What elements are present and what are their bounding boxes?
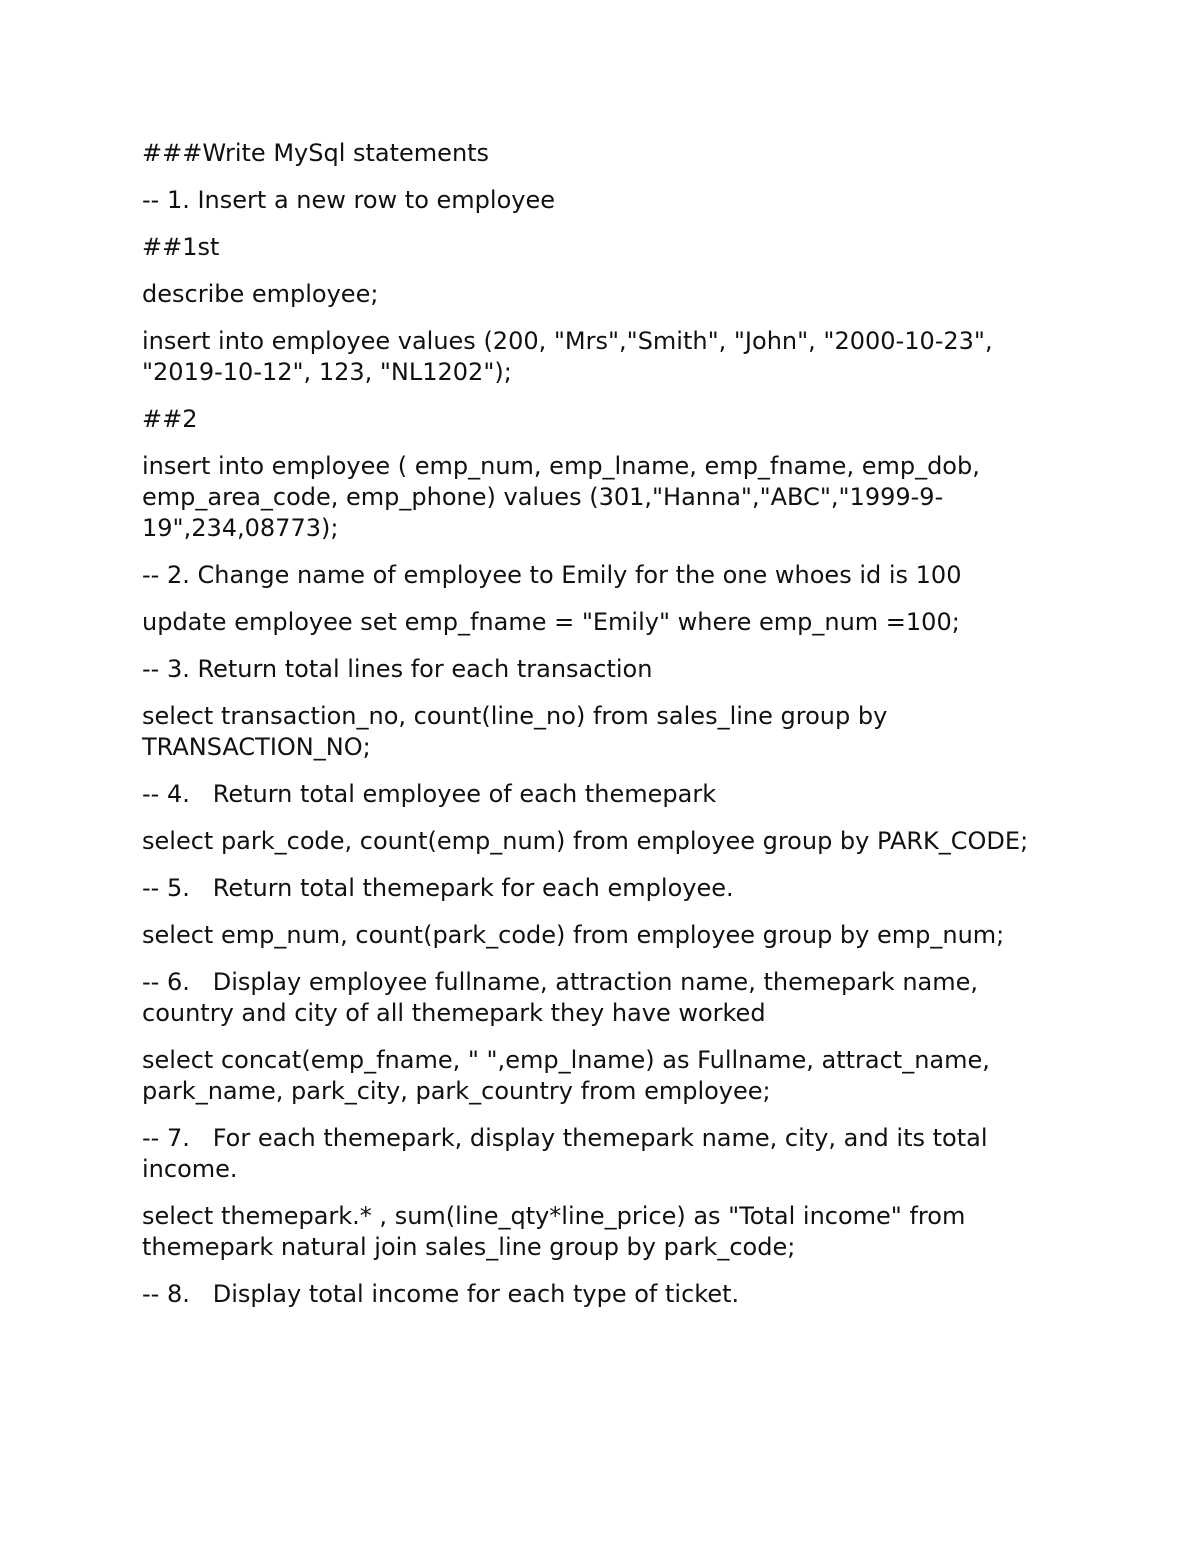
paragraph — [142, 185, 1042, 216]
text-line: select park_code, count(emp_num) from employee group by PARK_CODE; — [142, 827, 1029, 855]
text-line: insert into employee values (200, "Mrs","Smith", "John", "2000-10-23", — [142, 327, 993, 355]
text-line: describe employee; — [142, 280, 379, 308]
text-line: park_name, park_city, park_country from employee; — [142, 1077, 771, 1105]
text-line: insert into employee ( emp_num, emp_lname, emp_fname, emp_dob, — [142, 452, 980, 480]
paragraph — [142, 560, 1042, 591]
paragraph — [142, 873, 1042, 904]
paragraph — [142, 326, 1042, 388]
text-line: update employee set emp_fname = "Emily" where emp_num =100; — [142, 608, 960, 636]
text-line: select transaction_no, count(line_no) from sales_line group by — [142, 702, 888, 730]
text-line: themepark natural join sales_line group by park_code; — [142, 1233, 796, 1261]
text-line: "2019-10-12", 123, "NL1202"); — [142, 358, 512, 386]
text-line: 19",234,08773); — [142, 514, 339, 542]
document-body — [142, 138, 1042, 1326]
text-line: -- 5. Return total themepark for each employee. — [142, 874, 734, 902]
paragraph — [142, 826, 1042, 857]
text-line: select emp_num, count(park_code) from employee group by emp_num; — [142, 921, 1005, 949]
paragraph — [142, 701, 1042, 763]
paragraph — [142, 232, 1042, 263]
text-line: select concat(emp_fname, " ",emp_lname) as Fullname, attract_name, — [142, 1046, 990, 1074]
text-line: ##1st — [142, 233, 220, 261]
paragraph — [142, 967, 1042, 1029]
paragraph — [142, 279, 1042, 310]
paragraph — [142, 654, 1042, 685]
text-line: TRANSACTION_NO; — [142, 733, 371, 761]
paragraph — [142, 138, 1042, 169]
text-line: -- 6. Display employee fullname, attraction name, themepark name, — [142, 968, 979, 996]
text-line: -- 3. Return total lines for each transaction — [142, 655, 653, 683]
text-line: -- 7. For each themepark, display themepark name, city, and its total — [142, 1124, 988, 1152]
text-line: -- 1. Insert a new row to employee — [142, 186, 555, 214]
text-line: -- 4. Return total employee of each themepark — [142, 780, 717, 808]
paragraph — [142, 1123, 1042, 1185]
paragraph — [142, 1045, 1042, 1107]
text-line: select themepark.* , sum(line_qty*line_price) as "Total income" from — [142, 1202, 966, 1230]
paragraph — [142, 920, 1042, 951]
text-line: -- 8. Display total income for each type of ticket. — [142, 1280, 740, 1308]
paragraph — [142, 451, 1042, 544]
text-line: -- 2. Change name of employee to Emily for the one whoes id is 100 — [142, 561, 962, 589]
text-line: country and city of all themepark they have worked — [142, 999, 766, 1027]
text-line: ###Write MySql statements — [142, 139, 490, 167]
paragraph — [142, 1279, 1042, 1310]
paragraph — [142, 607, 1042, 638]
text-line: income. — [142, 1155, 238, 1183]
text-line: emp_area_code, emp_phone) values (301,"Hanna","ABC","1999-9- — [142, 483, 944, 511]
paragraph — [142, 779, 1042, 810]
text-line: ##2 — [142, 405, 198, 433]
paragraph — [142, 1201, 1042, 1263]
paragraph — [142, 404, 1042, 435]
